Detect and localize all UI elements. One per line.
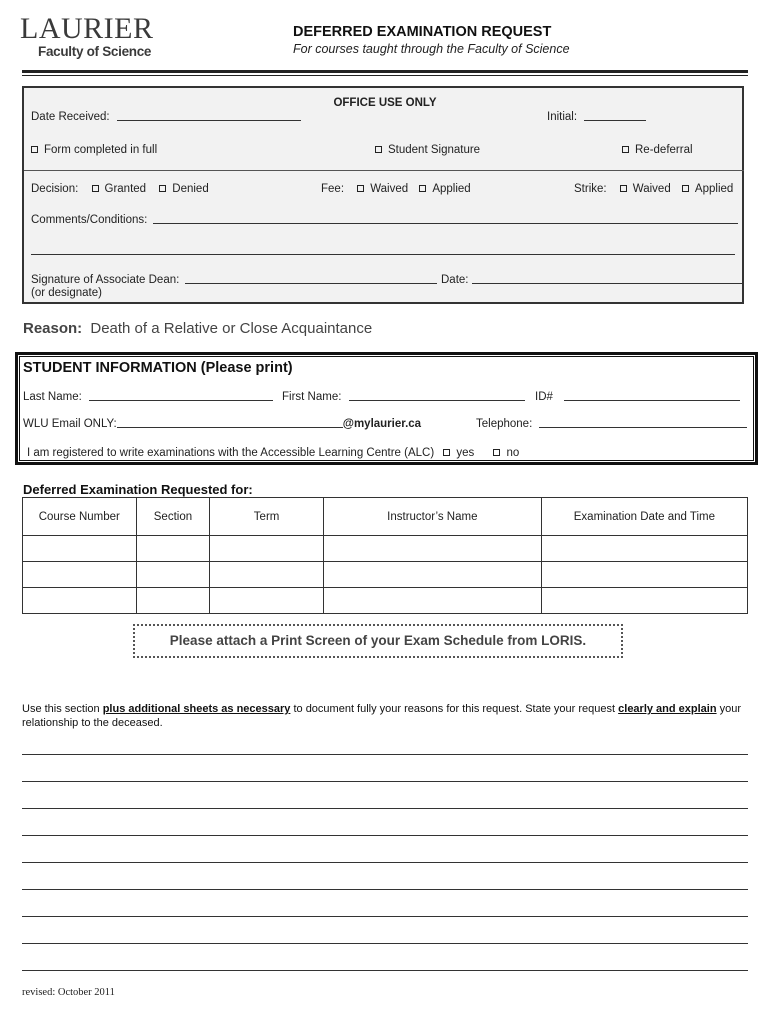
table-cell[interactable] — [210, 588, 323, 614]
strike-row — [574, 183, 733, 195]
strike-waived-option[interactable] — [620, 183, 671, 195]
deferred-exam-table — [22, 497, 748, 614]
fee-label: Fee: — [321, 183, 345, 195]
re-deferral-label: Re-deferral — [635, 144, 693, 156]
writing-line[interactable] — [22, 781, 748, 782]
table-cell[interactable] — [210, 536, 323, 562]
reason-value: Death of a Relative or Close Acquaintance — [90, 320, 373, 337]
table-row — [23, 562, 748, 588]
instructions-part-2: to document fully your reasons for this request. State your request — [290, 703, 619, 715]
writing-line[interactable] — [22, 754, 748, 755]
alc-no-option[interactable] — [493, 447, 519, 459]
granted-checkbox[interactable] — [92, 185, 99, 192]
table-cell[interactable] — [323, 588, 541, 614]
instructions-text — [22, 702, 752, 730]
last-name-field[interactable] — [89, 390, 273, 401]
alc-label: I am registered to write examinations with the Accessible Learning Centre (ALC) — [27, 447, 435, 459]
assoc-dean-row — [31, 273, 437, 286]
instructions-part-1: Use this section — [22, 703, 103, 715]
student-signature-option[interactable] — [375, 144, 480, 156]
strike-label: Strike: — [574, 183, 607, 195]
denied-option[interactable] — [159, 183, 208, 195]
table-cell[interactable] — [210, 562, 323, 588]
initial-field[interactable] — [584, 110, 646, 121]
table-cell[interactable] — [23, 536, 137, 562]
writing-line[interactable] — [22, 862, 748, 863]
strike-applied-checkbox[interactable] — [682, 185, 689, 192]
comments-field[interactable] — [153, 213, 738, 224]
table-cell[interactable] — [136, 562, 210, 588]
alc-yes-label: yes — [456, 447, 475, 459]
alc-yes-option[interactable] — [443, 447, 474, 459]
fee-applied-option[interactable] — [419, 183, 470, 195]
granted-option[interactable] — [92, 183, 147, 195]
form-completed-checkbox[interactable] — [31, 146, 38, 153]
reason-line — [23, 320, 372, 337]
comments-row — [31, 213, 738, 226]
telephone-label: Telephone: — [476, 418, 533, 430]
denied-label: Denied — [172, 183, 209, 195]
writing-line[interactable] — [22, 970, 748, 971]
assoc-dean-label: Signature of Associate Dean: — [31, 274, 180, 286]
writing-line[interactable] — [22, 916, 748, 917]
fee-row — [321, 183, 471, 195]
column-header: Course Number — [23, 498, 137, 536]
strike-waived-label: Waived — [632, 183, 671, 195]
fee-waived-option[interactable] — [357, 183, 408, 195]
email-domain: @mylaurier.ca — [342, 418, 422, 430]
header-rule — [22, 70, 748, 73]
document-title: DEFERRED EXAMINATION REQUEST — [293, 24, 552, 40]
table-cell[interactable] — [23, 588, 137, 614]
email-field[interactable] — [117, 417, 343, 428]
strike-waived-checkbox[interactable] — [620, 185, 627, 192]
designate-label: (or designate) — [31, 287, 102, 299]
dean-date-row — [441, 273, 742, 286]
id-field[interactable] — [564, 390, 740, 401]
email-row — [23, 417, 421, 430]
initial-label: Initial: — [547, 111, 578, 123]
email-label: WLU Email ONLY: — [23, 418, 117, 430]
table-cell[interactable] — [541, 536, 747, 562]
column-header: Section — [136, 498, 210, 536]
date-received-field[interactable] — [117, 110, 301, 121]
deferred-exam-title: Deferred Examination Requested for: — [23, 482, 253, 497]
first-name-label: First Name: — [282, 391, 342, 403]
telephone-row — [476, 417, 747, 430]
table-cell[interactable] — [323, 562, 541, 588]
denied-checkbox[interactable] — [159, 185, 166, 192]
last-name-row — [23, 390, 273, 403]
assoc-dean-signature-field[interactable] — [185, 273, 437, 284]
student-info-title: STUDENT INFORMATION (Please print) — [23, 360, 293, 376]
instructions-part-3: your relationship to the deceased. — [22, 703, 742, 729]
fee-applied-label: Applied — [432, 183, 471, 195]
table-row — [23, 588, 748, 614]
table-cell[interactable] — [541, 562, 747, 588]
re-deferral-checkbox[interactable] — [622, 146, 629, 153]
alc-no-checkbox[interactable] — [493, 449, 500, 456]
office-divider — [24, 170, 744, 171]
fee-applied-checkbox[interactable] — [419, 185, 426, 192]
column-header: Term — [210, 498, 323, 536]
table-cell[interactable] — [136, 588, 210, 614]
fee-waived-checkbox[interactable] — [357, 185, 364, 192]
table-cell[interactable] — [541, 588, 747, 614]
date-received-row — [31, 110, 301, 123]
granted-label: Granted — [104, 183, 147, 195]
instructions-emphasis-1: plus additional sheets as necessary — [102, 703, 291, 715]
decision-label: Decision: — [31, 183, 79, 195]
attach-schedule-note: Please attach a Print Screen of your Exam Schedule from LORIS. — [133, 624, 623, 658]
id-label: ID# — [535, 391, 553, 403]
writing-line[interactable] — [22, 835, 748, 836]
first-name-field[interactable] — [349, 390, 525, 401]
column-header: Examination Date and Time — [541, 498, 747, 536]
dean-date-field[interactable] — [472, 273, 742, 284]
reason-label: Reason: — [23, 320, 83, 337]
table-row — [23, 536, 748, 562]
writing-line[interactable] — [22, 808, 748, 809]
strike-applied-label: Applied — [694, 183, 734, 195]
id-row — [535, 390, 740, 403]
form-completed-option[interactable] — [31, 144, 157, 156]
strike-applied-option[interactable] — [682, 183, 733, 195]
re-deferral-option[interactable] — [622, 144, 693, 156]
form-completed-label: Form completed in full — [44, 144, 158, 156]
dean-date-label: Date: — [441, 274, 469, 286]
laurier-logo: LAURIER — [20, 12, 154, 45]
table-cell[interactable] — [23, 562, 137, 588]
table-cell[interactable] — [136, 536, 210, 562]
header-rule-thin — [22, 75, 748, 76]
table-cell[interactable] — [323, 536, 541, 562]
revision-note: revised: October 2011 — [22, 987, 115, 998]
office-use-title: OFFICE USE ONLY — [333, 97, 437, 109]
decision-row — [31, 183, 209, 195]
instructions-emphasis-2: clearly and explain — [618, 703, 717, 715]
writing-line[interactable] — [22, 943, 748, 944]
date-received-label: Date Received: — [31, 111, 110, 123]
initial-row — [547, 110, 646, 123]
first-name-row — [282, 390, 525, 403]
fee-waived-label: Waived — [370, 183, 409, 195]
table-header-row — [23, 498, 748, 536]
student-signature-label: Student Signature — [388, 144, 481, 156]
alc-yes-checkbox[interactable] — [443, 449, 450, 456]
student-signature-checkbox[interactable] — [375, 146, 382, 153]
faculty-logo-subtitle: Faculty of Science — [38, 44, 152, 59]
comments-label: Comments/Conditions: — [31, 214, 148, 226]
last-name-label: Last Name: — [23, 391, 82, 403]
column-header: Instructor’s Name — [323, 498, 541, 536]
comments-field-line-2[interactable] — [31, 254, 735, 255]
alc-no-label: no — [506, 447, 520, 459]
telephone-field[interactable] — [539, 417, 747, 428]
writing-line[interactable] — [22, 889, 748, 890]
document-subtitle: For courses taught through the Faculty of Science — [293, 42, 570, 56]
alc-row — [27, 447, 519, 459]
